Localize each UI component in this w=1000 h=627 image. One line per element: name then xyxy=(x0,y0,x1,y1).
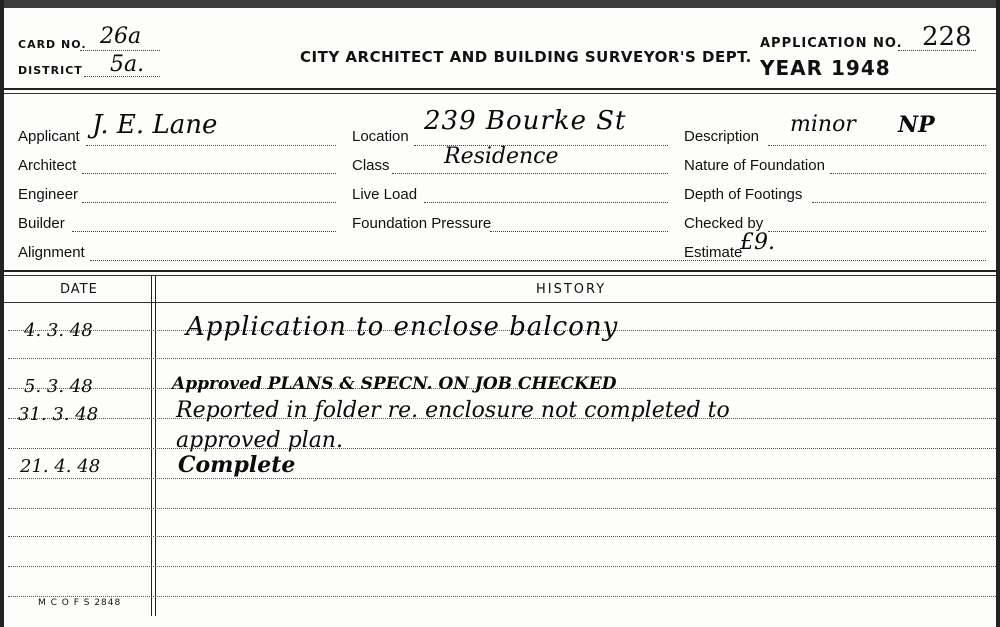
history-text: Reported in folder re. enclosure not completed to xyxy=(176,398,730,423)
description-value: minor xyxy=(790,112,856,137)
scan-right-edge xyxy=(996,0,1000,627)
scan-top-edge xyxy=(0,0,1000,8)
date-column-divider xyxy=(151,276,152,616)
class-value: Residence xyxy=(444,144,559,169)
location-label: Location xyxy=(352,128,409,145)
class-label: Class xyxy=(352,157,390,174)
alignment-label: Alignment xyxy=(18,244,85,261)
nature-of-foundation-label: Nature of Foundation xyxy=(684,157,825,174)
applicant-label: Applicant xyxy=(18,128,80,145)
history-text: Application to enclose balcony xyxy=(186,312,619,342)
estimate-label: Estimate xyxy=(684,244,743,261)
description-label: Description xyxy=(684,128,760,145)
district-value: 5a. xyxy=(110,52,145,77)
history-top-divider xyxy=(0,270,1000,272)
location-value: 239 Bourke St xyxy=(424,106,627,136)
application-no-value: 228 xyxy=(922,22,972,52)
history-date: 5. 3. 48 xyxy=(24,376,93,397)
card-no-value: 26a xyxy=(100,24,142,49)
history-text: Approved PLANS & SPECN. ON JOB CHECKED xyxy=(172,374,617,394)
builder-label: Builder xyxy=(18,215,65,232)
live-load-label: Live Load xyxy=(352,186,418,203)
depth-of-footings-label: Depth of Footings xyxy=(684,186,803,203)
history-column-header: HISTORY xyxy=(536,282,607,297)
scan-left-edge xyxy=(0,0,4,627)
history-date: 31. 3. 48 xyxy=(18,404,99,425)
year-label: YEAR 1948 xyxy=(760,56,891,80)
engineer-label: Engineer xyxy=(18,186,79,203)
applicant-value: J. E. Lane xyxy=(92,110,218,140)
department-title: CITY ARCHITECT AND BUILDING SURVEYOR'S DEPT. xyxy=(300,48,752,66)
form-code: M C O F S 2848 xyxy=(38,598,122,608)
architect-label: Architect xyxy=(18,157,77,174)
application-no-label: APPLICATION NO. xyxy=(760,36,903,51)
date-column-header: DATE xyxy=(60,282,98,297)
card-no-label: CARD NO. xyxy=(18,38,87,51)
description-note: NP xyxy=(898,112,935,138)
estimate-value: £9. xyxy=(740,230,775,255)
foundation-pressure-label: Foundation Pressure xyxy=(352,215,492,232)
district-label: DISTRICT xyxy=(18,64,83,77)
checked-by-label: Checked by xyxy=(684,215,764,232)
header-divider xyxy=(0,88,1000,90)
history-date: 21. 4. 48 xyxy=(20,456,101,477)
history-header-divider xyxy=(0,302,1000,303)
history-text: Complete xyxy=(178,452,296,478)
history-date: 4. 3. 48 xyxy=(24,320,93,341)
history-text: approved plan. xyxy=(176,428,343,453)
